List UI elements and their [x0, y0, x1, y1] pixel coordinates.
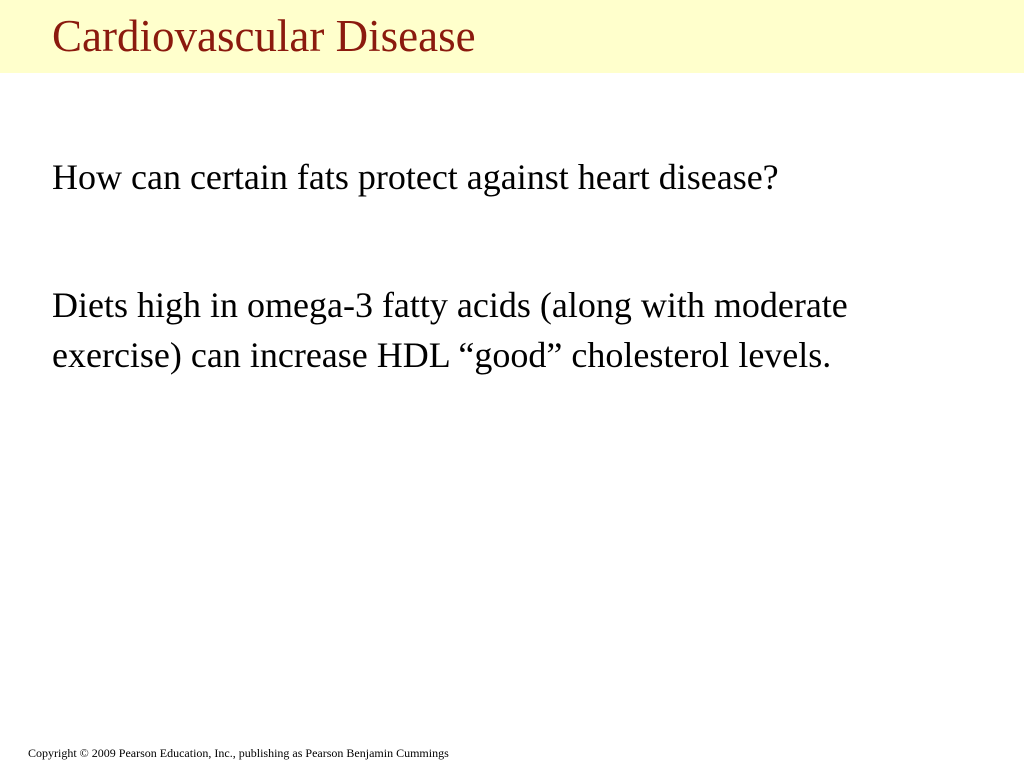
question-paragraph: How can certain fats protect against heart disease?	[52, 157, 779, 197]
answer-paragraph: Diets high in omega-3 fatty acids (along with moderate exercise) can increase HDL “good” cholesterol levels.	[52, 285, 848, 375]
copyright-footer: Copyright © 2009 Pearson Education, Inc., publishing as Pearson Benjamin Cummings	[28, 746, 449, 760]
slide-title: Cardiovascular Disease	[52, 11, 476, 61]
slide-body	[52, 152, 932, 380]
title-bar	[0, 0, 1024, 73]
